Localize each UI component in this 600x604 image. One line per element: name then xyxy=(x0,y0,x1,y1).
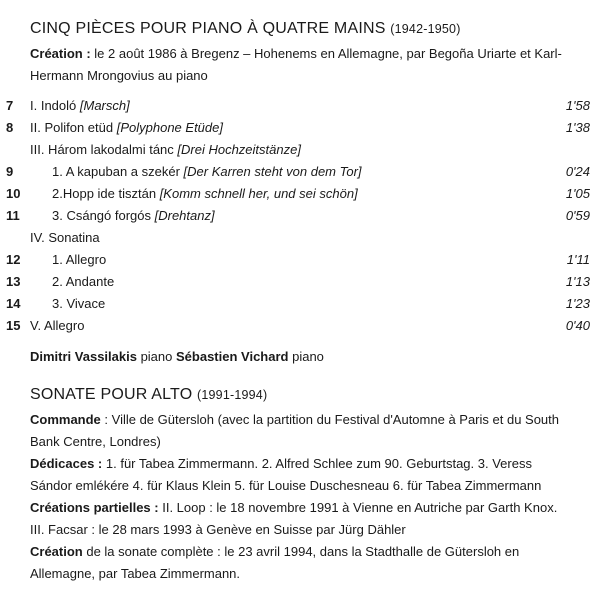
work1-creation-text: le 2 août 1986 à Bregenz – Hohenems en Allemagne, par Begoña Uriarte et Karl-Hermann Mrongovius au piano xyxy=(30,46,562,83)
track-subtitle: [Drehtanz] xyxy=(154,208,215,223)
track-title xyxy=(52,161,362,183)
track-number: 11 xyxy=(6,208,20,223)
track-row xyxy=(0,293,600,315)
track-title xyxy=(52,205,215,227)
work1-creation-label: Création : xyxy=(30,46,91,61)
track-title xyxy=(52,183,358,205)
work2-commande-text: : Ville de Gütersloh (avec la partition du Festival d'Automne à Paris et du South Bank Centre, Londres) xyxy=(30,412,560,449)
track-title xyxy=(30,227,100,249)
track-number: 15 xyxy=(6,318,21,333)
track-title-text: 1. Allegro xyxy=(52,252,107,267)
work2-creations-text: II. Loop : le 18 novembre 1991 à Vienne en Autriche par Garth Knox. III. Facsar : le 28 mars 1993 à Genève en Suisse par Jürg Dähler xyxy=(30,500,558,537)
work2-creations-partielles xyxy=(30,497,575,541)
track-title xyxy=(30,315,84,337)
track-duration: 1'11 xyxy=(566,252,590,267)
performer1-instrument: piano xyxy=(136,349,176,364)
track-number: 14 xyxy=(6,296,21,311)
track-row xyxy=(0,205,600,227)
track-number: 12 xyxy=(6,252,21,267)
work2-dedicaces xyxy=(30,453,575,497)
work1-creation xyxy=(30,43,575,87)
track-subtitle: [Der Karren steht von dem Tor] xyxy=(183,164,362,179)
work2-title xyxy=(30,386,267,404)
track-number: 13 xyxy=(6,274,21,289)
work2-creation-text: de la sonate complète : le 23 avril 1994, dans la Stadthalle de Gütersloh en Allemagne, par Tabea Zimmermann. xyxy=(30,544,520,581)
track-title xyxy=(52,293,105,315)
track-title-text: V. Allegro xyxy=(30,318,85,333)
track-duration: 1'23 xyxy=(565,296,590,311)
track-subtitle: [Komm schnell her, und sei schön] xyxy=(159,186,358,201)
work2-dates: (1991-1994) xyxy=(197,388,268,402)
work2-commande xyxy=(30,409,575,453)
track-title-text: 2. Andante xyxy=(52,274,115,289)
work2-commande-label: Commande xyxy=(30,412,101,427)
track-number: 7 xyxy=(6,98,14,113)
work2-creations-label: Créations partielles : xyxy=(30,500,159,515)
track-duration: 0'59 xyxy=(565,208,590,223)
work1-title-text: CINQ PIÈCES POUR PIANO À QUATRE MAINS xyxy=(30,20,386,37)
track-duration: 1'58 xyxy=(565,98,590,113)
track-number: 8 xyxy=(6,120,14,135)
track-number: 9 xyxy=(6,164,14,179)
work1-performers xyxy=(30,346,324,368)
performer2-name: Sébastien Vichard xyxy=(176,349,289,364)
track-title-text: 2.Hopp ide tisztán xyxy=(52,186,160,201)
track-subtitle: [Drei Hochzeitstänze] xyxy=(177,142,301,157)
track-row xyxy=(0,249,600,271)
track-row xyxy=(0,117,600,139)
work2-dedicaces-text: 1. für Tabea Zimmermann. 2. Alfred Schlee zum 90. Geburtstag. 3. Veress Sándor emlékére 4. für Klaus Klein 5. für Louise Duschesneau 6. für Tabea Zimmermann xyxy=(30,456,542,493)
track-duration: 1'38 xyxy=(565,120,590,135)
track-row xyxy=(0,95,600,117)
work2-title-text: SONATE POUR ALTO xyxy=(30,386,193,403)
track-title xyxy=(30,95,130,117)
track-title xyxy=(52,271,114,293)
track-row xyxy=(0,315,600,337)
track-row xyxy=(0,139,600,161)
track-title-text: IV. Sonatina xyxy=(30,230,100,245)
work2-dedicaces-label: Dédicaces : xyxy=(30,456,103,471)
track-title-text: 1. A kapuban a szekér xyxy=(52,164,184,179)
track-number: 10 xyxy=(6,186,21,201)
work2-creation xyxy=(30,541,575,585)
track-title-text: III. Három lakodalmi tánc xyxy=(30,142,178,157)
track-duration: 0'24 xyxy=(565,164,590,179)
work1-dates: (1942-1950) xyxy=(390,22,461,36)
work1-title xyxy=(30,20,461,38)
track-duration: 1'13 xyxy=(565,274,590,289)
track-title xyxy=(30,117,223,139)
track-subtitle: [Polyphone Etüde] xyxy=(116,120,223,135)
track-row xyxy=(0,227,600,249)
performer2-instrument: piano xyxy=(288,349,324,364)
work2-creation-label: Création xyxy=(30,544,83,559)
track-title-text: I. Indoló xyxy=(30,98,80,113)
track-title-text: II. Polifon etüd xyxy=(30,120,117,135)
track-subtitle: [Marsch] xyxy=(79,98,130,113)
track-row xyxy=(0,183,600,205)
track-title xyxy=(52,249,106,271)
track-duration: 1'05 xyxy=(565,186,590,201)
track-row xyxy=(0,271,600,293)
performer1-name: Dimitri Vassilakis xyxy=(30,349,137,364)
track-row xyxy=(0,161,600,183)
track-duration: 0'40 xyxy=(565,318,590,333)
track-title-text: 3. Vivace xyxy=(52,296,106,311)
track-title xyxy=(30,139,301,161)
track-title-text: 3. Csángó forgós xyxy=(52,208,155,223)
